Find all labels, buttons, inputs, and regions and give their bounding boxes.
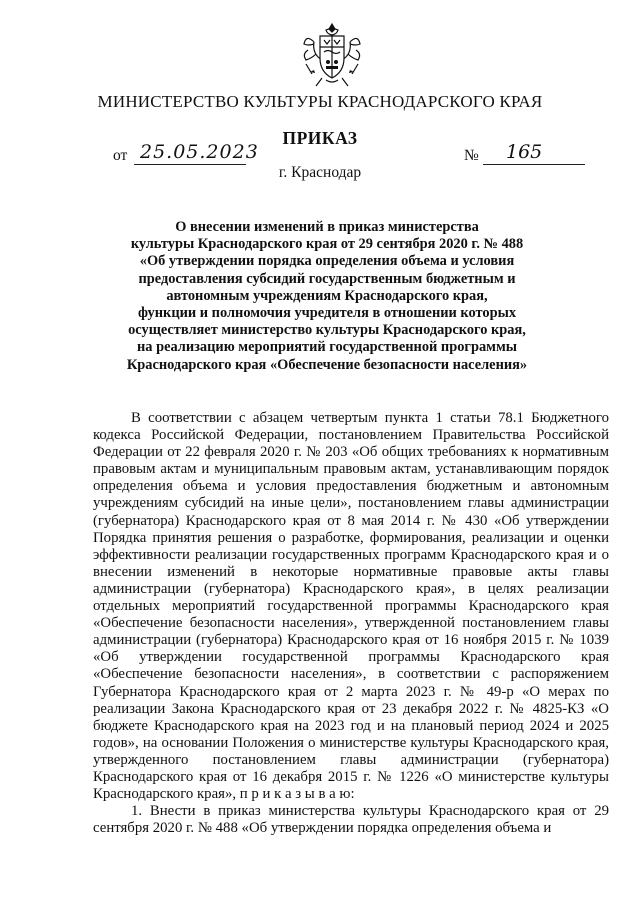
handwritten-number: 165 [506,141,543,163]
subject-line: Краснодарского края «Обеспечение безопасности населения» [126,356,528,373]
city-line: г. Краснодар [278,164,362,181]
subject-line: культуры Краснодарского края от 29 сентября 2020 г. № 488 [130,236,524,253]
document-body [93,410,609,837]
subject-line: функции и полномочия учредителя в отношении которых [137,305,517,322]
subject-line: «Об утверждении порядка определения объема и условия [139,253,515,270]
subject-line: осуществляет министерство культуры Краснодарского края, [128,322,526,339]
preamble-paragraph [93,410,609,803]
date-prefix: от [113,147,128,164]
subject-line: на реализацию мероприятий государственной программы [136,339,517,356]
subject-line: предоставления субсидий государственным бюджетным и [138,270,516,287]
ministry-name: МИНИСТЕРСТВО КУЛЬТУРЫ КРАСНОДАРСКОГО КРАЯ [97,92,543,111]
preamble-text: В соответствии с абзацем четвертым пункта 1 статьи 78.1 Бюджетного кодекса Российской Федерации, постановлением Правительства Российской Федерации от 22 февраля 2020 г. № 203 «Об общих требованиях к нормативным правовым актам и муниципальным правовым актам, устанавливающим порядок определения объема и условия предоставления бюджетным и автономным учреждениям субсидий на иные цели», постановлением главы администрации (губернатора) Краснодарского края от 8 мая 2014 г. № 430 «Об утверждении Порядка принятия решения о разработке, формирования, реализации и оценки эффективности реализации государственных программ Краснодарского края и о внесении изменений в некоторые нормативные правовые акты главы администрации (губернатора) Краснодарского края», в целях реализации отдельных мероприятий государственной программы Краснодарского края «Обеспечение безопасности населения», утвержденной постановлением главы администрации (губернатора) Краснодарского края от 16 ноября 2015 г. № 1039 «Об утверждении государственной программы Краснодарского края «Обеспечение безопасности населения», в соответствии с распоряжением Губернатора Краснодарского края от 2 марта 2023 г. № 49-р «О мерах по реализации Закона Краснодарского края от 23 декабря 2022 г. № 4825-КЗ «О бюджете Краснодарского края на 2023 год и на плановый период 2024 и 2025 годов», на основании Положения о министерстве культуры Краснодарского края, утвержденного постановлением главы администрации (губернатора) Краснодарского края от 16 декабря 2015 г. № 1226 «О министерстве культуры Краснодарского края», [93,410,609,803]
coat-of-arms-emblem [300,20,364,90]
number-prefix: № [464,147,479,164]
subject-line: автономным учреждениям Краснодарского края, [166,287,488,304]
subject-line: О внесении изменений в приказ министерства [175,219,479,235]
clause-paragraph: 1. Внести в приказ министерства культуры Краснодарского края от 29 сентября 2020 г. № 488 «Об утверждении порядка определения объема и [93,803,609,837]
order-subject [92,219,562,374]
document-type-title: ПРИКАЗ [282,128,358,148]
order-word: п р и к а з ы в а ю: [239,786,355,803]
handwritten-date: 25.05.2023 [140,141,259,163]
